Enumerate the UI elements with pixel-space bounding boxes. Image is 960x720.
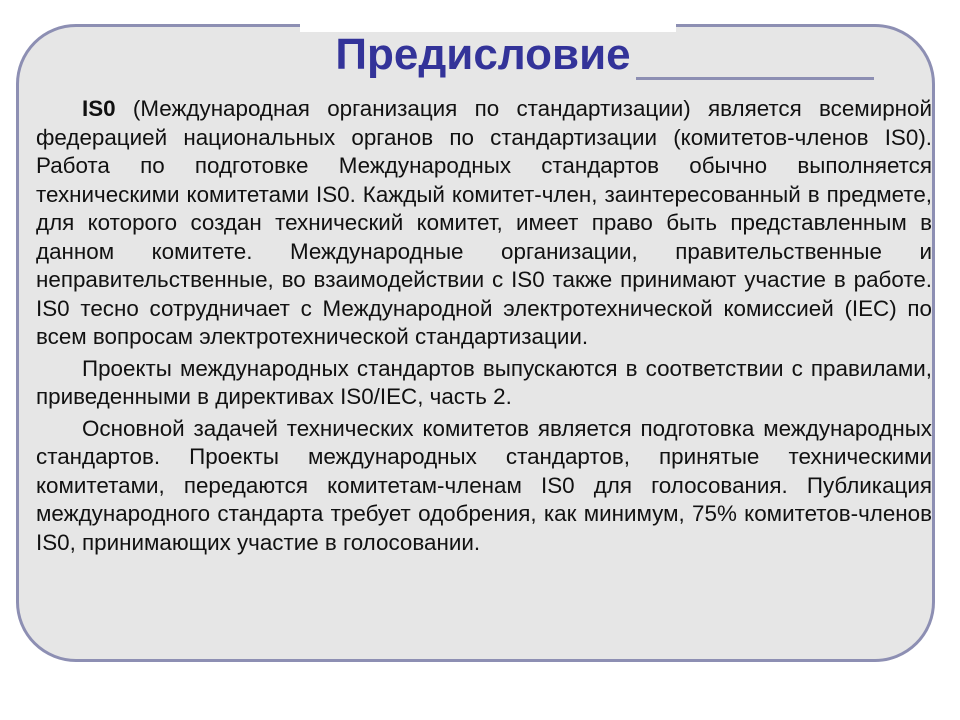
slide-title: Предисловие [335,30,631,79]
paragraph-1-text: (Международная организация по стандартизации) является всемирной федерацией национальных органов по стандартизации (комитетов-членов IS0). Работа по подготовке Международных стандартов обычно выполняется техническими комитетами IS0. Каждый комитет-член, заинтересованный в предмете, для которого создан технический комитет, имеет право быть представленным в данном комитете. Международные организации, правительственные и неправительственные, во взаимодействии с IS0 также принимают участие в работе. IS0 тесно сотрудничает с Международной электротехнической комиссией (IEC) по всем вопросам электротехнической стандартизации. [36,96,932,349]
body-text [36,95,932,560]
paragraph-1-lead: IS0 [82,96,116,121]
paragraph-1 [36,95,932,352]
paragraph-2: Проекты международных стандартов выпускаются в соответствии с правилами, приведенными в директивах IS0/IEC, часть 2. [36,355,932,409]
title-underline [636,77,874,80]
paragraph-3: Основной задачей технических комитетов является подготовка международных стандартов. Проекты международных стандартов, принятые техническими комитетами, передаются комитетам-членам IS0 для голосования. Публикация международного стандарта требует одобрения, как минимум, 75% комитетов-членов IS0, принимающих участие в голосовании. [36,415,932,555]
